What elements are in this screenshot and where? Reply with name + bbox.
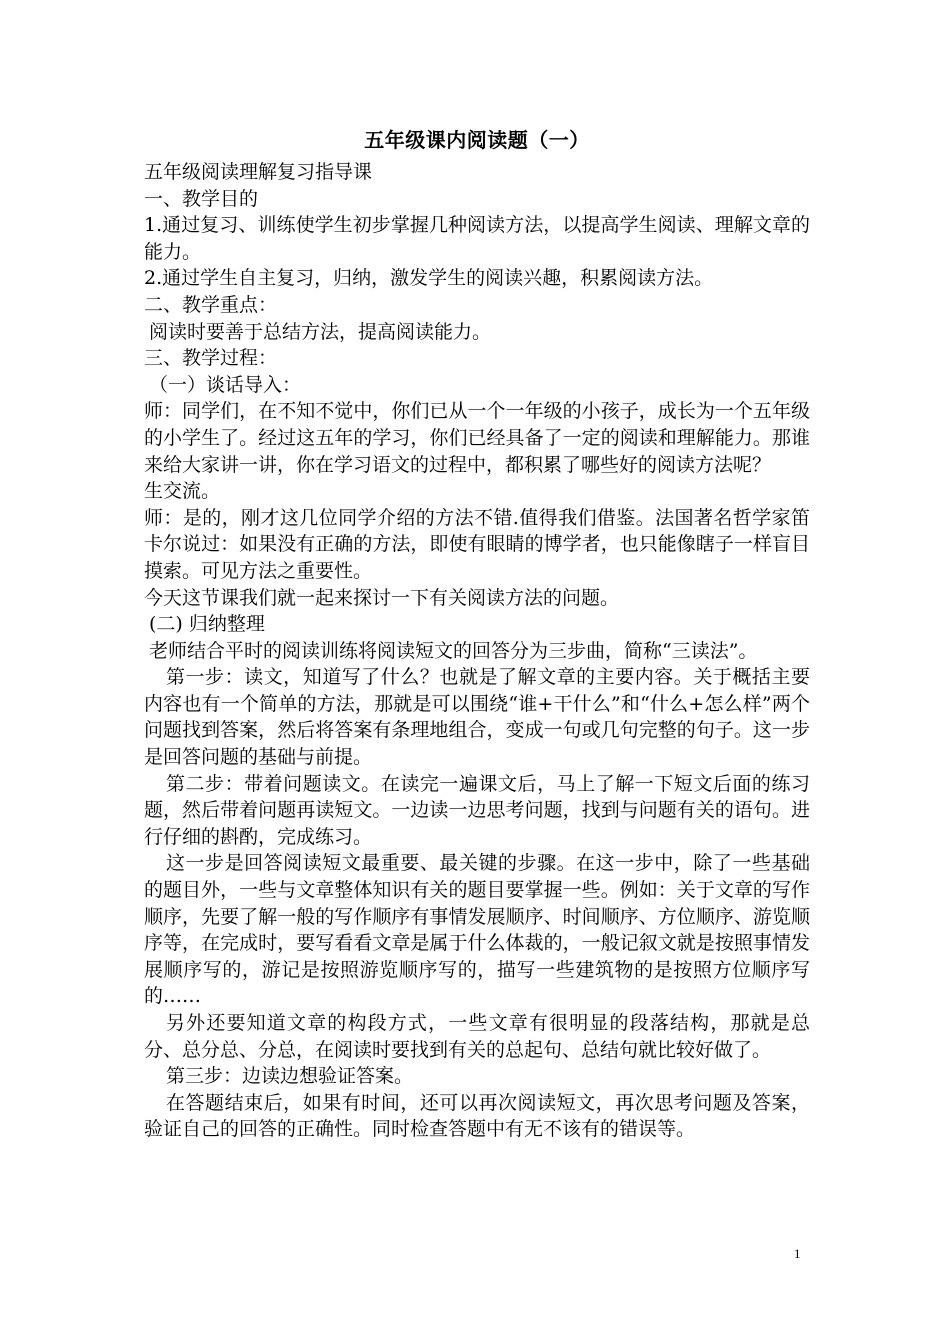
page-number: 1 bbox=[794, 1246, 801, 1261]
step-three-heading: 第三步：边读边想验证答案。 bbox=[166, 1065, 414, 1088]
course-heading: 五年级阅读理解复习指导课 bbox=[144, 161, 373, 183]
paragraph-structure-paragraph: 另外还要知道文章的构段方式，一些文章有很明显的段落结构，那就是总分、总分总、分总，在阅读时要找到有关的总起句、总结句就比较好做了。 bbox=[144, 1012, 810, 1061]
step-two-paragraph: 第二步：带着问题读文。在读完一遍课文后，马上了解一下短文后面的练习题，然后带着问题再读短文。一边读一边思考问题，找到与问题有关的语句。进行仔细的斟酌，完成练习。 bbox=[144, 772, 810, 848]
teacher-response-paragraph: 师：是的，刚才这几位同学介绍的方法不错.值得我们借鉴。法国著名哲学家笛卡尔说过：如果没有正确的方法，即使有眼睛的博学者，也只能像瞎子一样盲目摸索。可见方法之重要性。 bbox=[144, 506, 810, 582]
subsection-heading-intro: （一）谈话导入： bbox=[149, 373, 302, 396]
step-three-paragraph: 在答题结束后，如果有时间，还可以再次阅读短文，再次思考问题及答案，验证自己的回答的正确性。同时检查答题中有无不该有的错误等。 bbox=[144, 1091, 810, 1141]
lesson-topic-paragraph: 今天这节课我们就一起来探讨一下有关阅读方法的问题。 bbox=[144, 586, 620, 609]
document-body bbox=[144, 127, 810, 1143]
section-heading-key-points: 二、教学重点： bbox=[144, 293, 278, 316]
step-one-paragraph: 第一步：读文，知道写了什么？也就是了解文章的主要内容。关于概括主要内容也有一个简单的方法，那就是可以围绕“谁+干什么”和“什么+怎么样”两个问题找到答案，然后将答案有条理地组合，变成一句或几句完整的句子。这一步是回答问题的基础与前提。 bbox=[144, 666, 810, 769]
teacher-intro-paragraph: 师：同学们，在不知不觉中，你们已从一个一年级的小孩子，成长为一个五年级的小学生了。经过这五年的学习，你们已经具备了一定的阅读和理解能力。那谁来给大家讲一讲，你在学习语文的过程中，都积累了哪些好的阅读方法呢？ bbox=[144, 400, 810, 476]
step-two-detail-paragraph: 这一步是回答阅读短文最重要、最关键的步骤。在这一步中，除了一些基础的题目外，一些与文章整体知识有关的题目要掌握一些。例如：关于文章的写作顺序，先要了解一般的写作顺序有事情发展顺序、时间顺序、方位顺序、游览顺序等，在完成时，要写看看文章是属于什么体裁的，一般记叙文就是按照事情发展顺序写的，游记是按照游览顺序写的，描写一些建筑物的是按照方位顺序写的…… bbox=[144, 852, 810, 1008]
key-point-text: 阅读时要善于总结方法，提高阅读能力。 bbox=[149, 320, 492, 343]
objective-2: 2.通过学生自主复习，归纳，激发学生的阅读兴趣，积累阅读方法。 bbox=[144, 267, 714, 290]
three-reading-method-paragraph: 老师结合平时的阅读训练将阅读短文的回答分为三步曲，简称“三读法”。 bbox=[149, 639, 758, 662]
document-title: 五年级课内阅读题（一） bbox=[364, 128, 590, 152]
section-heading-process: 三、教学过程： bbox=[144, 347, 278, 370]
subsection-heading-summary: (二) 归纳整理 bbox=[149, 613, 265, 636]
section-heading-objectives: 一、教学目的 bbox=[144, 187, 259, 210]
student-exchange: 生交流。 bbox=[144, 480, 221, 503]
objective-1: 1.通过复习、训练使学生初步掌握几种阅读方法，以提高学生阅读、理解文章的能力。 bbox=[144, 214, 810, 263]
